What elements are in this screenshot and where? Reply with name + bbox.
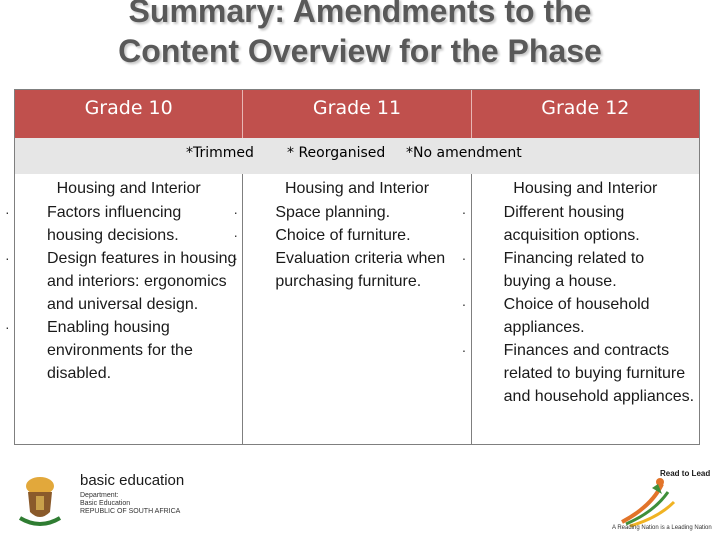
list-item: · Choice of household appliances. <box>472 293 699 339</box>
header-grade-11: Grade 11 <box>242 90 470 138</box>
list-item: · Factors influencing housing decisions. <box>15 201 242 247</box>
slide-title <box>0 0 720 70</box>
header-grade-12: Grade 12 <box>471 90 699 138</box>
list-item: · Space planning. <box>243 201 470 224</box>
dept-name: basic education <box>80 472 185 489</box>
amendments-table <box>14 89 700 445</box>
bullet-list <box>15 201 242 385</box>
column-heading: Housing and Interior <box>56 180 201 197</box>
bullet-list <box>472 201 699 408</box>
legend-trimmed: *Trimmed <box>186 145 254 161</box>
column-heading: Housing and Interior <box>513 180 658 197</box>
title-line-2: Content Overview for the Phase <box>118 33 602 69</box>
list-item: · Design features in housing and interiors: ergonomics and universal design. <box>15 247 242 316</box>
grade-12-column <box>471 174 699 444</box>
list-item: · Evaluation criteria when purchasing furniture. <box>243 247 470 293</box>
grade-header-row <box>15 90 699 138</box>
coat-of-arms-icon <box>14 472 66 532</box>
department-logo-text <box>80 472 184 516</box>
list-item: · Different housing acquisition options. <box>472 201 699 247</box>
tagline: A Reading Nation is a Leading Nation <box>612 525 712 531</box>
list-item: · Enabling housing environments for the disabled. <box>15 316 242 385</box>
title-line-1: Summary: Amendments to the <box>128 0 592 29</box>
bullet-list <box>243 201 470 293</box>
legend-reorganised: * Reorganised <box>287 145 386 161</box>
dept-line-2: Basic Education <box>80 500 131 507</box>
grade-11-column <box>242 174 470 444</box>
read-to-lead-text: Read to Lead <box>660 469 711 478</box>
legend-row <box>15 138 699 174</box>
content-columns <box>15 174 699 444</box>
column-heading: Housing and Interior <box>284 180 430 197</box>
list-item: · Choice of furniture. <box>243 224 470 247</box>
dept-line-3: REPUBLIC OF SOUTH AFRICA <box>80 508 181 515</box>
footer <box>0 458 720 540</box>
legend-no-amendment: *No amendment <box>406 145 522 161</box>
list-item: · Finances and contracts related to buying furniture and household appliances. <box>472 339 699 408</box>
grade-10-column <box>15 174 242 444</box>
header-grade-10: Grade 10 <box>84 97 173 119</box>
list-item: · Financing related to buying a house. <box>472 247 699 293</box>
dept-line-1: Department: <box>80 492 119 499</box>
